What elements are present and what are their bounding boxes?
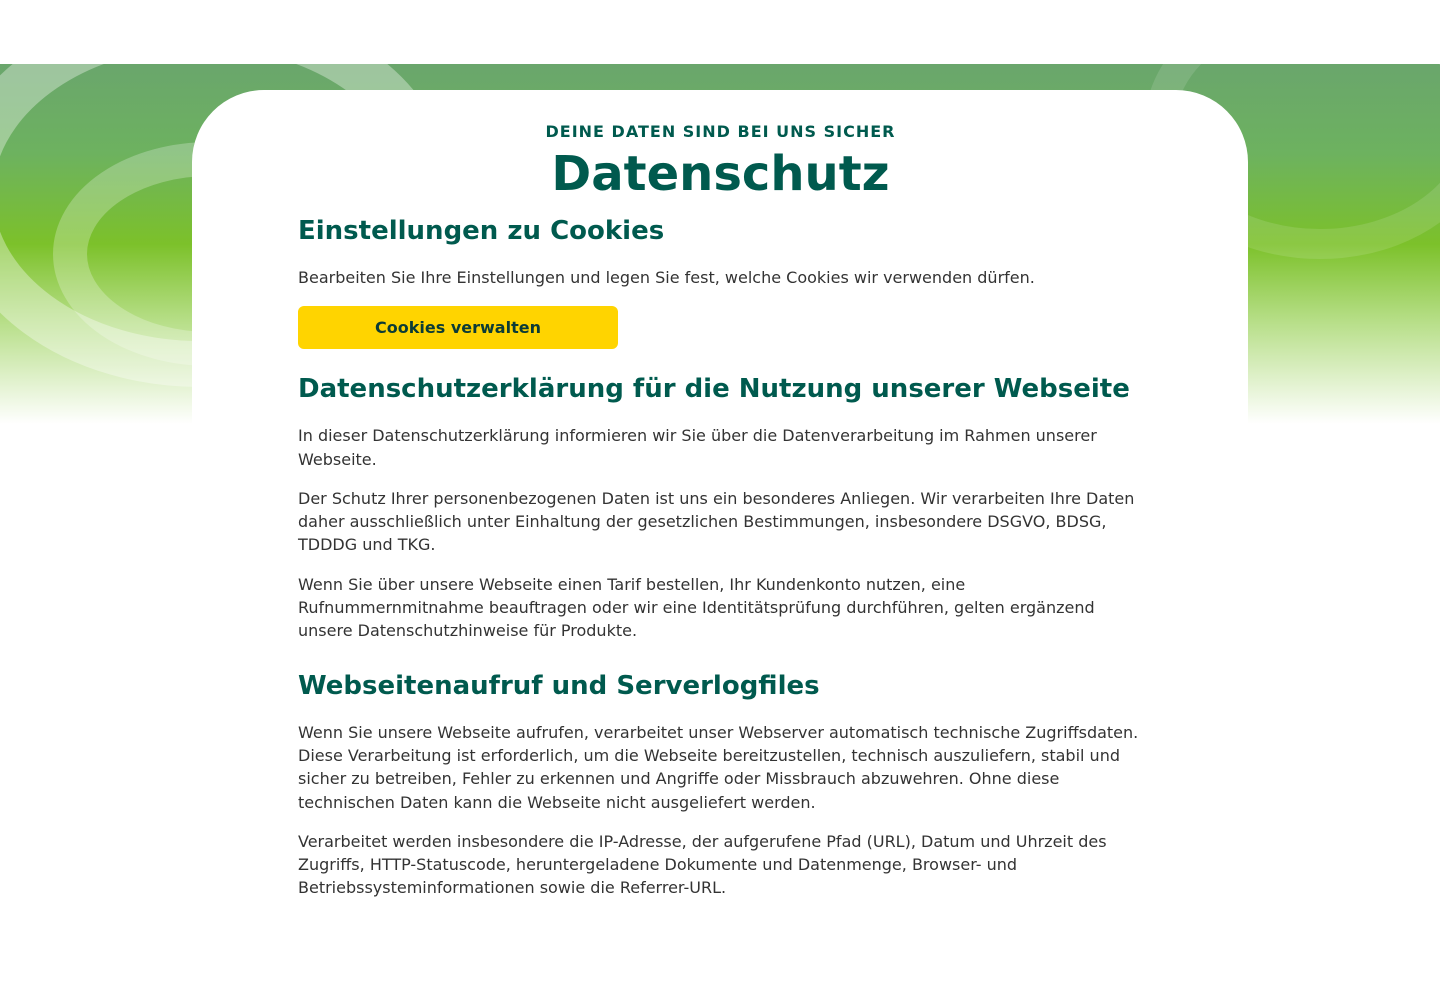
- manage-cookies-button[interactable]: Cookies verwalten: [298, 306, 618, 349]
- cookies-text: Bearbeiten Sie Ihre Einstellungen und legen Sie fest, welche Cookies wir verwenden dürfen.: [298, 268, 1035, 287]
- privacy-heading: Datenschutzerklärung für die Nutzung unserer Webseite: [298, 374, 1130, 405]
- page-title: Datenschutz: [551, 146, 890, 202]
- privacy-paragraph: In dieser Datenschutzerklärung informieren wir Sie über die Datenverarbeitung im Rahmen unserer Webseite.: [298, 426, 1097, 469]
- top-bar: [0, 0, 1440, 64]
- cookies-heading: Einstellungen zu Cookies: [298, 216, 665, 246]
- page-eyebrow: DEINE DATEN SIND BEI UNS SICHER: [545, 122, 896, 141]
- privacy-paragraph: Der Schutz Ihrer personenbezogenen Daten ist uns ein besonderes Anliegen. Wir verarbeiten Ihre Daten daher ausschließlich unter Einhaltung der gesetzlichen Bestimmungen, insbesondere DSGVO, BDSG, TDDDG und TKG.: [298, 488, 1135, 555]
- privacy-paragraph: Wenn Sie über unsere Webseite einen Tarif bestellen, Ihr Kundenkonto nutzen, eine Rufnummernmitnahme beauftragen oder wir eine Identitätsprüfung durchführen, gelten ergänzend unsere Datenschutzhinweise für Produkte.: [298, 574, 1095, 641]
- main-content: [298, 90, 1143, 900]
- server-logs-heading: Webseitenaufruf und Serverlogfiles: [298, 670, 820, 701]
- server-logs-paragraph: Verarbeitet werden insbesondere die IP-Adresse, der aufgerufene Pfad (URL), Datum und Uhrzeit des Zugriffs, HTTP-Statuscode, heruntergeladene Dokumente und Datenmenge, Browser- und Betriebssysteminformationen sowie die Referrer-URL.: [298, 831, 1107, 898]
- server-logs-paragraph: Wenn Sie unsere Webseite aufrufen, verarbeitet unser Webserver automatisch technische Zugriffsdaten. Diese Verarbeitung ist erforderlich, um die Webseite bereitzustellen, technisch auszuliefern, stabil und sicher zu betreiben, Fehler zu erkennen und Angriffe oder Missbrauch abzuwehren. Ohne diese technischen Daten kann die Webseite nicht ausgeliefert werden.: [298, 722, 1139, 812]
